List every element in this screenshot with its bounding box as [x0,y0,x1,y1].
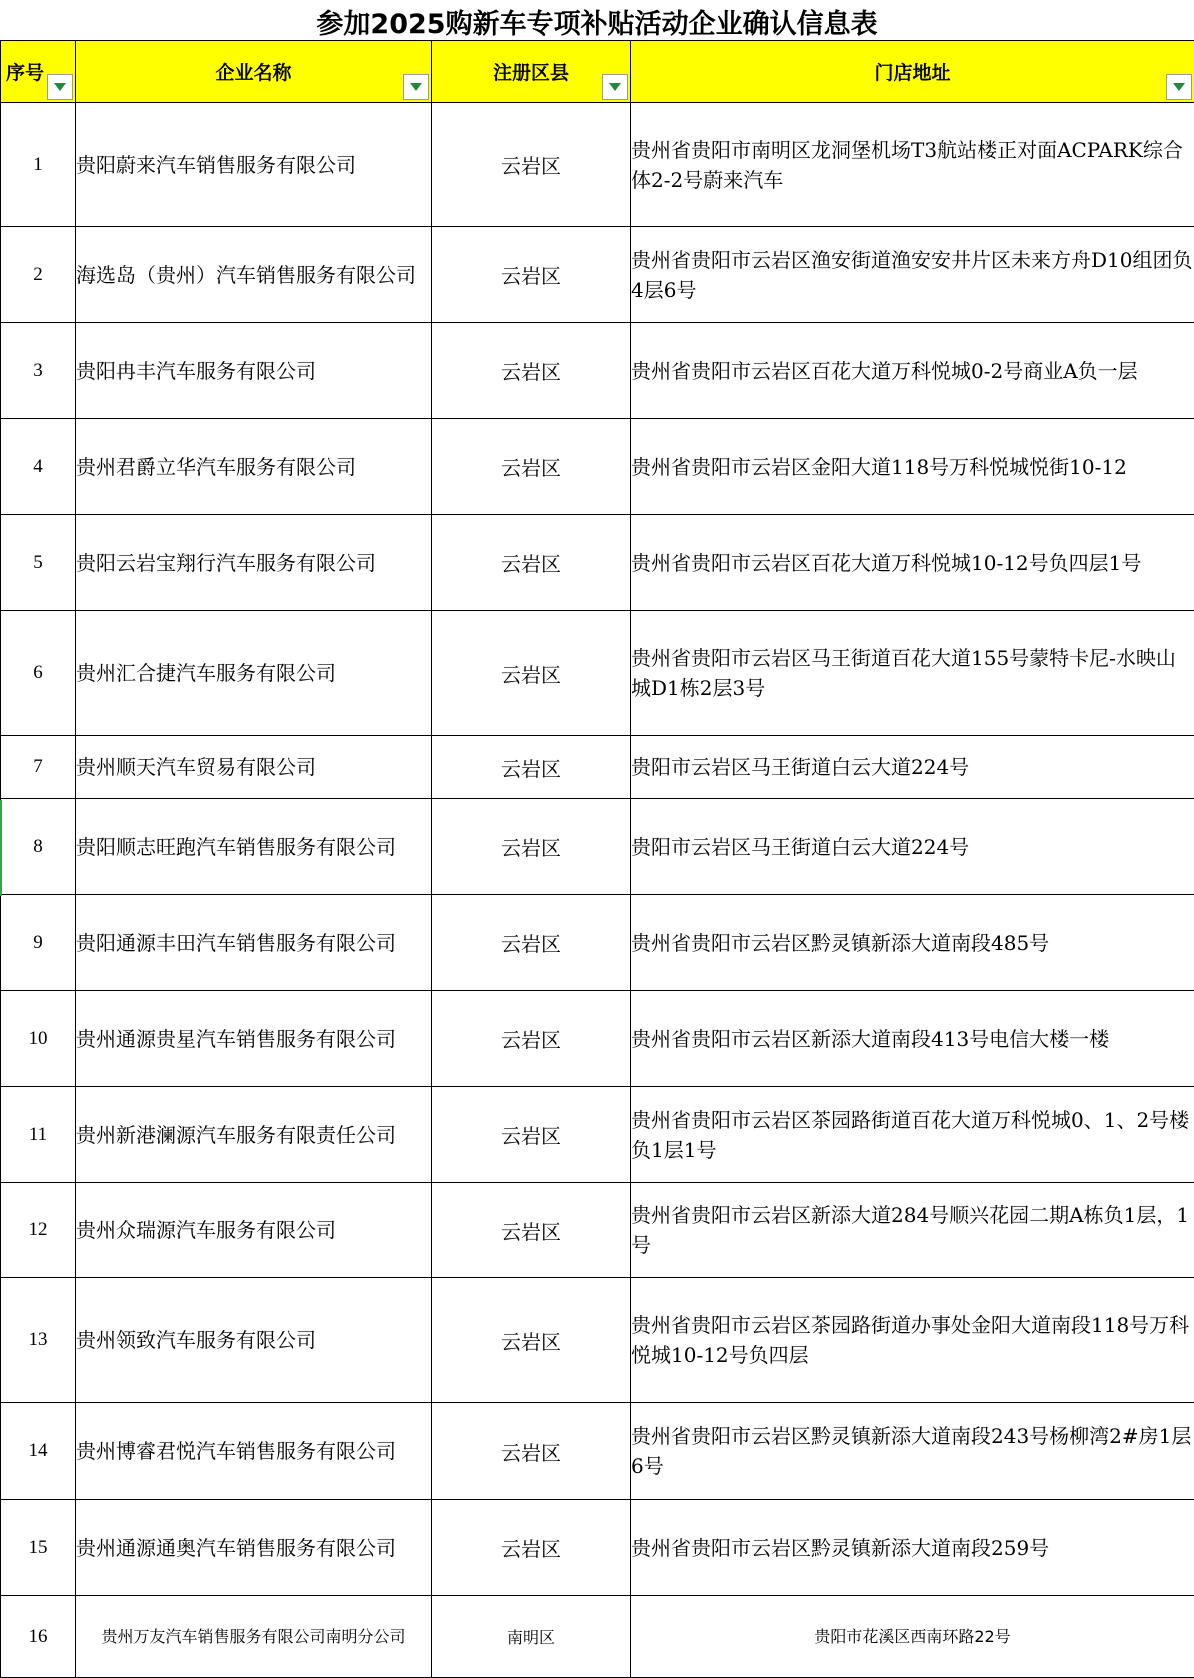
header-row [1,41,1194,103]
cell-address[interactable]: 贵阳市云岩区马王街道白云大道224号 [631,736,1194,799]
cell-seq[interactable]: 8 [1,799,76,895]
cell-address[interactable]: 贵州省贵阳市云岩区金阳大道118号万科悦城悦街10-12 [631,419,1194,515]
cell-address[interactable]: 贵州省贵阳市云岩区新添大道284号顺兴花园二期A栋负1层，1号 [631,1183,1194,1278]
table-row [1,895,1194,991]
cell-seq[interactable]: 4 [1,419,76,515]
table-row [1,419,1194,515]
cell-seq[interactable]: 16 [1,1596,76,1678]
cell-seq[interactable]: 3 [1,323,76,419]
cell-name[interactable]: 贵州万友汽车销售服务有限公司南明分公司 [76,1596,432,1678]
cell-address[interactable]: 贵州省贵阳市云岩区百花大道万科悦城0-2号商业A负一层 [631,323,1194,419]
cell-district[interactable]: 云岩区 [432,1087,631,1183]
cell-address[interactable]: 贵阳市花溪区西南环路22号 [631,1596,1194,1678]
cell-seq[interactable]: 2 [1,227,76,323]
cell-address[interactable]: 贵州省贵阳市云岩区茶园路街道办事处金阳大道南段118号万科悦城10-12号负四层 [631,1278,1194,1403]
header-address [631,41,1194,103]
table-row [1,611,1194,736]
table-row [1,323,1194,419]
cell-address[interactable]: 贵州省贵阳市云岩区茶园路街道百花大道万科悦城0、1、2号楼负1层1号 [631,1087,1194,1183]
cell-seq[interactable]: 7 [1,736,76,799]
cell-name[interactable]: 贵州通源通奥汽车销售服务有限公司 [76,1500,432,1596]
cell-address[interactable]: 贵州省贵阳市云岩区黔灵镇新添大道南段243号杨柳湾2#房1层6号 [631,1403,1194,1500]
cell-seq[interactable]: 6 [1,611,76,736]
triangle-down-icon [1173,83,1185,91]
table-row [1,1500,1194,1596]
header-seq [1,41,76,103]
subsidy-enterprise-table [0,40,1194,1678]
filter-dropdown-button[interactable] [602,74,628,100]
cell-district[interactable]: 云岩区 [432,1500,631,1596]
cell-name[interactable]: 海选岛（贵州）汽车销售服务有限公司 [76,227,432,323]
cell-seq[interactable]: 9 [1,895,76,991]
table-row [1,736,1194,799]
table-row [1,1278,1194,1403]
triangle-down-icon [410,83,422,91]
cell-district[interactable]: 云岩区 [432,799,631,895]
cell-name[interactable]: 贵州博睿君悦汽车销售服务有限公司 [76,1403,432,1500]
cell-district[interactable]: 云岩区 [432,895,631,991]
cell-name[interactable]: 贵州众瑞源汽车服务有限公司 [76,1183,432,1278]
header-name-label: 企业名称 [215,62,292,84]
table-row [1,515,1194,611]
header-district-label: 注册区县 [492,62,569,84]
cell-address[interactable]: 贵州省贵阳市云岩区黔灵镇新添大道南段259号 [631,1500,1194,1596]
cell-seq[interactable]: 13 [1,1278,76,1403]
table-row [1,1183,1194,1278]
header-address-label: 门店地址 [874,62,951,84]
cell-name[interactable]: 贵州领致汽车服务有限公司 [76,1278,432,1403]
cell-name[interactable]: 贵州新港澜源汽车服务有限责任公司 [76,1087,432,1183]
header-district [432,41,631,103]
cell-seq[interactable]: 5 [1,515,76,611]
cell-district[interactable]: 南明区 [432,1596,631,1678]
cell-district[interactable]: 云岩区 [432,736,631,799]
cell-name[interactable]: 贵阳顺志旺跑汽车销售服务有限公司 [76,799,432,895]
cell-seq[interactable]: 15 [1,1500,76,1596]
cell-district[interactable]: 云岩区 [432,419,631,515]
cell-district[interactable]: 云岩区 [432,227,631,323]
cell-name[interactable]: 贵州汇合捷汽车服务有限公司 [76,611,432,736]
cell-district[interactable]: 云岩区 [432,611,631,736]
cell-name[interactable]: 贵阳冉丰汽车服务有限公司 [76,323,432,419]
filter-dropdown-button[interactable] [1166,74,1192,100]
cell-name[interactable]: 贵州君爵立华汽车服务有限公司 [76,419,432,515]
cell-address[interactable]: 贵阳市云岩区马王街道白云大道224号 [631,799,1194,895]
header-seq-label: 序号 [5,62,44,84]
cell-district[interactable]: 云岩区 [432,1183,631,1278]
cell-name[interactable]: 贵阳蔚来汽车销售服务有限公司 [76,103,432,227]
cell-address[interactable]: 贵州省贵阳市云岩区渔安街道渔安安井片区未来方舟D10组团负4层6号 [631,227,1194,323]
cell-district[interactable]: 云岩区 [432,991,631,1087]
table-row [1,103,1194,227]
cell-address[interactable]: 贵州省贵阳市南明区龙洞堡机场T3航站楼正对面ACPARK综合体2-2号蔚来汽车 [631,103,1194,227]
filter-dropdown-button[interactable] [47,74,73,100]
header-name [76,41,432,103]
cell-seq[interactable]: 10 [1,991,76,1087]
table-row [1,991,1194,1087]
cell-district[interactable]: 云岩区 [432,323,631,419]
sheet-title: 参加2025购新车专项补贴活动企业确认信息表 [316,8,878,40]
selection-edge-marker [0,800,2,896]
table-row [1,799,1194,895]
cell-district[interactable]: 云岩区 [432,103,631,227]
cell-seq[interactable]: 1 [1,103,76,227]
cell-seq[interactable]: 11 [1,1087,76,1183]
cell-address[interactable]: 贵州省贵阳市云岩区新添大道南段413号电信大楼一楼 [631,991,1194,1087]
cell-name[interactable]: 贵阳通源丰田汽车销售服务有限公司 [76,895,432,991]
cell-address[interactable]: 贵州省贵阳市云岩区百花大道万科悦城10-12号负四层1号 [631,515,1194,611]
table-row [1,227,1194,323]
table-row [1,1087,1194,1183]
cell-district[interactable]: 云岩区 [432,1278,631,1403]
filter-dropdown-button[interactable] [403,74,429,100]
cell-address[interactable]: 贵州省贵阳市云岩区马王街道百花大道155号蒙特卡尼-水映山城D1栋2层3号 [631,611,1194,736]
cell-district[interactable]: 云岩区 [432,515,631,611]
cell-address[interactable]: 贵州省贵阳市云岩区黔灵镇新添大道南段485号 [631,895,1194,991]
cell-district[interactable]: 云岩区 [432,1403,631,1500]
cell-name[interactable]: 贵阳云岩宝翔行汽车服务有限公司 [76,515,432,611]
table-row [1,1403,1194,1500]
cell-seq[interactable]: 14 [1,1403,76,1500]
cell-name[interactable]: 贵州顺天汽车贸易有限公司 [76,736,432,799]
cell-name[interactable]: 贵州通源贵星汽车销售服务有限公司 [76,991,432,1087]
table-row [1,1596,1194,1678]
cell-seq[interactable]: 12 [1,1183,76,1278]
triangle-down-icon [609,83,621,91]
triangle-down-icon [54,83,66,91]
